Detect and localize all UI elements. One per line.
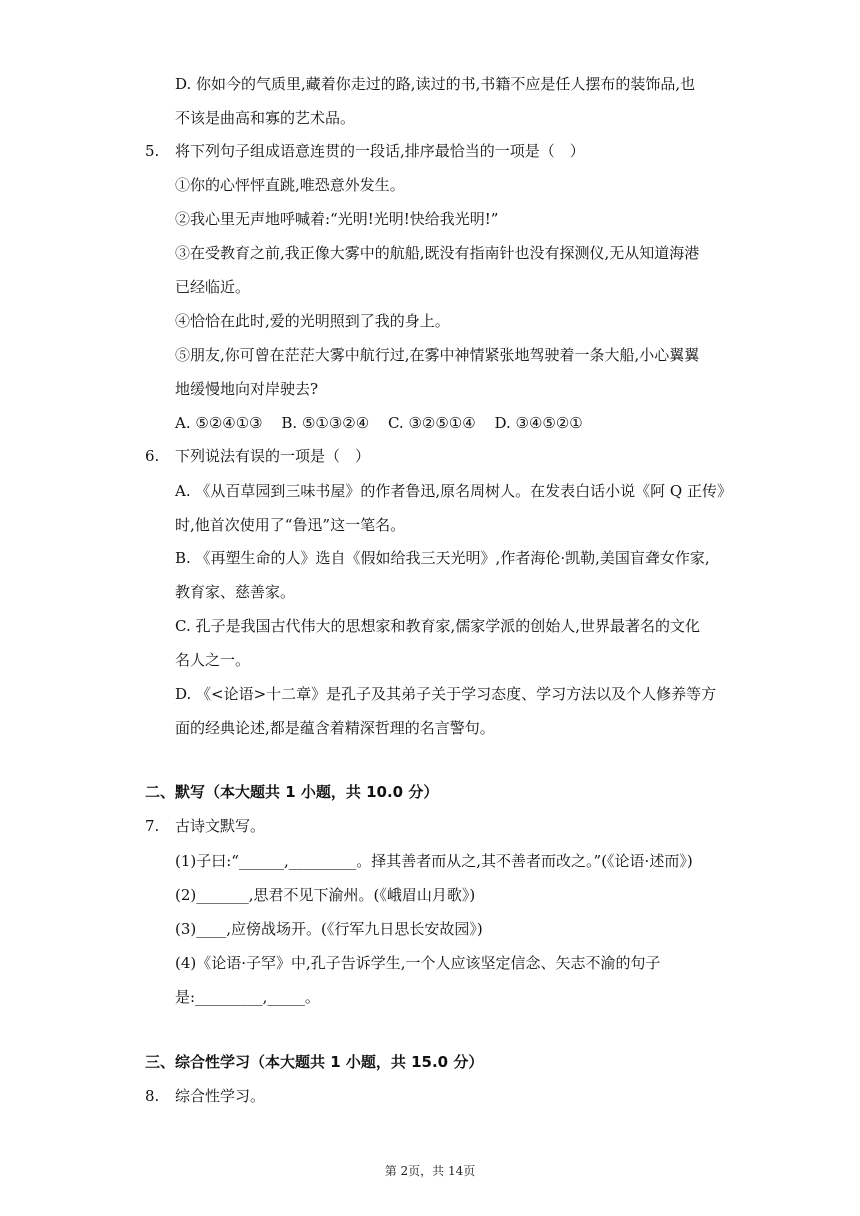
q7-part4-blank-1[interactable]: _________ [195, 988, 263, 1006]
q5-options [175, 413, 597, 433]
q4-option-d-line1: D. 你如今的气质里,藏着你走过的路,读过的书,书籍不应是任人摆布的装饰品,也 [175, 75, 696, 93]
q6-option-c-line2: 名人之一。 [175, 651, 251, 669]
q7-part3 [175, 919, 483, 939]
q7-part3-blank[interactable]: ____ [196, 920, 227, 938]
q7-part1 [175, 851, 693, 871]
q5-sentence-3-line1: ③在受教育之前,我正像大雾中的航船,既没有指南针也没有探测仪,无从知道海港 [175, 244, 700, 262]
q7-part4-line2 [175, 987, 320, 1007]
q5-option-a: A. ⑤②④①③ [175, 414, 263, 432]
q4-option-d-line2: 不该是曲高和寡的艺术品。 [175, 109, 356, 127]
q7-part1-prefix: (1)子曰:“ [175, 852, 239, 870]
q6-option-a-line1: A. 《从百草园到三味书屋》的作者鲁迅,原名周树人。在发表白话小说《阿 Q 正传》 [175, 482, 732, 500]
q7-part2-prefix: (2) [175, 886, 197, 904]
q5-stem: 将下列句子组成语意连贯的一段话,排序最恰当的一项是（ ） [175, 142, 585, 160]
q7-part1-blank-2[interactable]: _________ [288, 852, 357, 870]
q6-option-a-line2: 时,他首次使用了“鲁迅”这一笔名。 [175, 516, 406, 534]
q7-part2-blank[interactable]: _______ [196, 886, 249, 904]
q7-stem: 古诗文默写。 [175, 817, 266, 835]
q7-part4-blank-2[interactable]: _____ [267, 988, 305, 1006]
q7-part3-prefix: (3) [175, 920, 197, 938]
q8-number: 8. [145, 1087, 160, 1105]
q8-stem: 综合性学习。 [175, 1087, 266, 1105]
q7-part1-comma: , [283, 852, 289, 870]
q6-option-c-line1: C. 孔子是我国古代伟大的思想家和教育家,儒家学派的创始人,世界最著名的文化 [175, 617, 701, 635]
q5-number: 5. [145, 142, 160, 160]
q7-part4-comma: , [262, 988, 268, 1006]
section-2-heading: 二、默写（本大题共 1 小题，共 10.0 分） [145, 783, 439, 801]
q7-number: 7. [145, 817, 160, 835]
q7-part4-end: 。 [304, 988, 320, 1006]
q6-option-b-line2: 教育家、慈善家。 [175, 583, 296, 601]
page-footer: 第 2页，共 14页 [384, 1164, 476, 1178]
q5-sentence-3-line2: 已经临近。 [175, 278, 251, 296]
q7-part4-prefix: 是: [175, 988, 196, 1006]
q6-option-d-line1: D. 《<论语>十二章》是孔子及其弟子关于学习态度、学习方法以及个人修养等方 [175, 685, 717, 703]
q6-number: 6. [145, 447, 160, 465]
q5-sentence-5-line2: 地缓慢地向对岸驶去? [175, 380, 319, 398]
q6-stem: 下列说法有误的一项是（ ） [175, 447, 371, 465]
q5-option-c: C. ③②⑤①④ [387, 414, 476, 432]
q5-option-b: B. ⑤①③②④ [281, 414, 370, 432]
q5-sentence-5-line1: ⑤朋友,你可曾在茫茫大雾中航行过,在雾中神情紧张地驾驶着一条大船,小心翼翼 [175, 346, 700, 364]
q7-part2 [175, 885, 475, 905]
q6-option-d-line2: 面的经典论述,都是蕴含着精深哲理的名言警句。 [175, 719, 495, 737]
q5-sentence-2: ②我心里无声地呼喊着:“光明!光明!快给我光明!” [175, 210, 499, 228]
q7-part2-suffix: ,思君不见下渝州。(《峨眉山月歌》) [248, 886, 476, 904]
q6-option-b-line1: B. 《再塑生命的人》选自《假如给我三天光明》,作者海伦·凯勒,美国盲聋女作家, [175, 549, 710, 567]
q7-part1-blank-1[interactable]: ______ [238, 852, 284, 870]
q5-sentence-4: ④恰恰在此时,爱的光明照到了我的身上。 [175, 312, 450, 330]
q7-part1-suffix: 。择其善者而从之,其不善者而改之。”(《论语·述而》) [356, 852, 693, 870]
q7-part3-suffix: ,应傍战场开。(《行军九日思长安故园》) [226, 920, 483, 938]
q7-part4-line1: (4)《论语·子罕》中,孔子告诉学生,一个人应该坚定信念、矢志不渝的句子 [175, 954, 661, 972]
q5-option-d: D. ③④⑤②① [494, 414, 583, 432]
q5-sentence-1: ①你的心怦怦直跳,唯恐意外发生。 [175, 176, 405, 194]
section-3-heading: 三、综合性学习（本大题共 1 小题，共 15.0 分） [145, 1053, 484, 1071]
